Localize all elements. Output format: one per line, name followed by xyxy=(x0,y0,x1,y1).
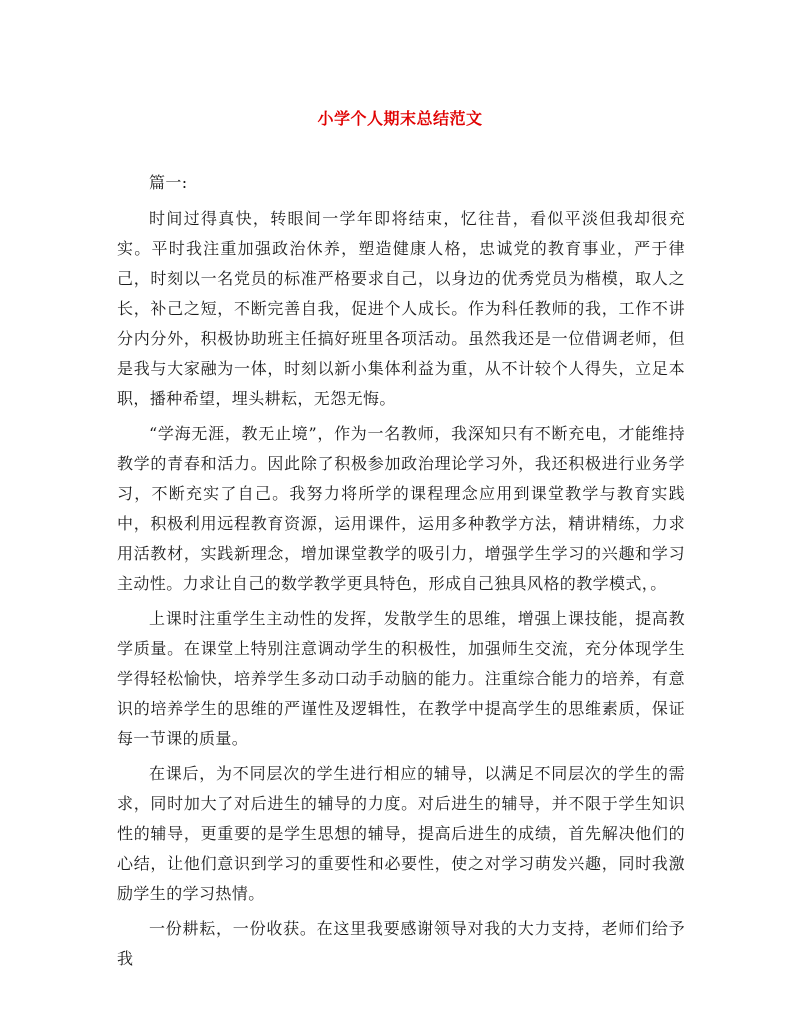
paragraph-4: 在课后，为不同层次的学生进行相应的辅导，以满足不同层次的学生的需求，同时加大了对后进生的辅导的力度。对后进生的辅导，并不限于学生知识性的辅导，更重要的是学生思想的辅导，提高后进生的成绩，首先解决他们的心结，让他们意识到学习的重要性和必要性，使之对学习萌发兴趣，同时我激励学生的学习热情。 xyxy=(117,764,685,903)
section-label: 篇一: xyxy=(149,173,188,192)
document-body xyxy=(117,168,685,974)
paragraph-2: “学海无涯，教无止境”，作为一名教师，我深知只有不断充电，才能维持教学的青春和活力。因此除了积极参加政治理论学习外，我还积极进行业务学习，不断充实了自己。我努力将所学的课程理念应用到课堂教学与教育实践中，积极利用远程教育资源，运用课件，运用多种教学方法，精讲精练，力求用活教材，实践新理念，增加课堂教学的吸引力，增强学生学习的兴趣和学习主动性。力求让自己的数学教学更具特色，形成自己独具风格的教学模式，。 xyxy=(117,424,685,593)
paragraph-1: 时间过得真快，转眼间一学年即将结束，忆往昔，看似平淡但我却很充实。平时我注重加强政治休养，塑造健康人格，忠诚党的教育事业，严于律己，时刻以一名党员的标准严格要求自己，以身边的优秀党员为楷模，取人之长，补己之短，不断完善自我，促进个人成长。作为科任教师的我，工作不讲分内分外，积极协助班主任搞好班里各项活动。虽然我还是一位借调老师，但是我与大家融为一体，时刻以新小集体利益为重，从不计较个人得失，立足本职，播种希望，埋头耕耘，无怨无悔。 xyxy=(117,209,685,408)
paragraph-5: 一份耕耘，一份收获。在这里我要感谢领导对我的大力支持，老师们给予我 xyxy=(117,919,685,968)
paragraph-3: 上课时注重学生主动性的发挥，发散学生的思维，增强上课技能，提高教学质量。在课堂上特别注意调动学生的积极性，加强师生交流，充分体现学生学得轻松愉快，培养学生多动口动手动脑的能力。注重综合能力的培养，有意识的培养学生的思维的严谨性及逻辑性，在教学中提高学生的思维素质，保证每一节课的质量。 xyxy=(117,609,685,748)
document-title: 小学个人期末总结范文 xyxy=(317,109,483,128)
